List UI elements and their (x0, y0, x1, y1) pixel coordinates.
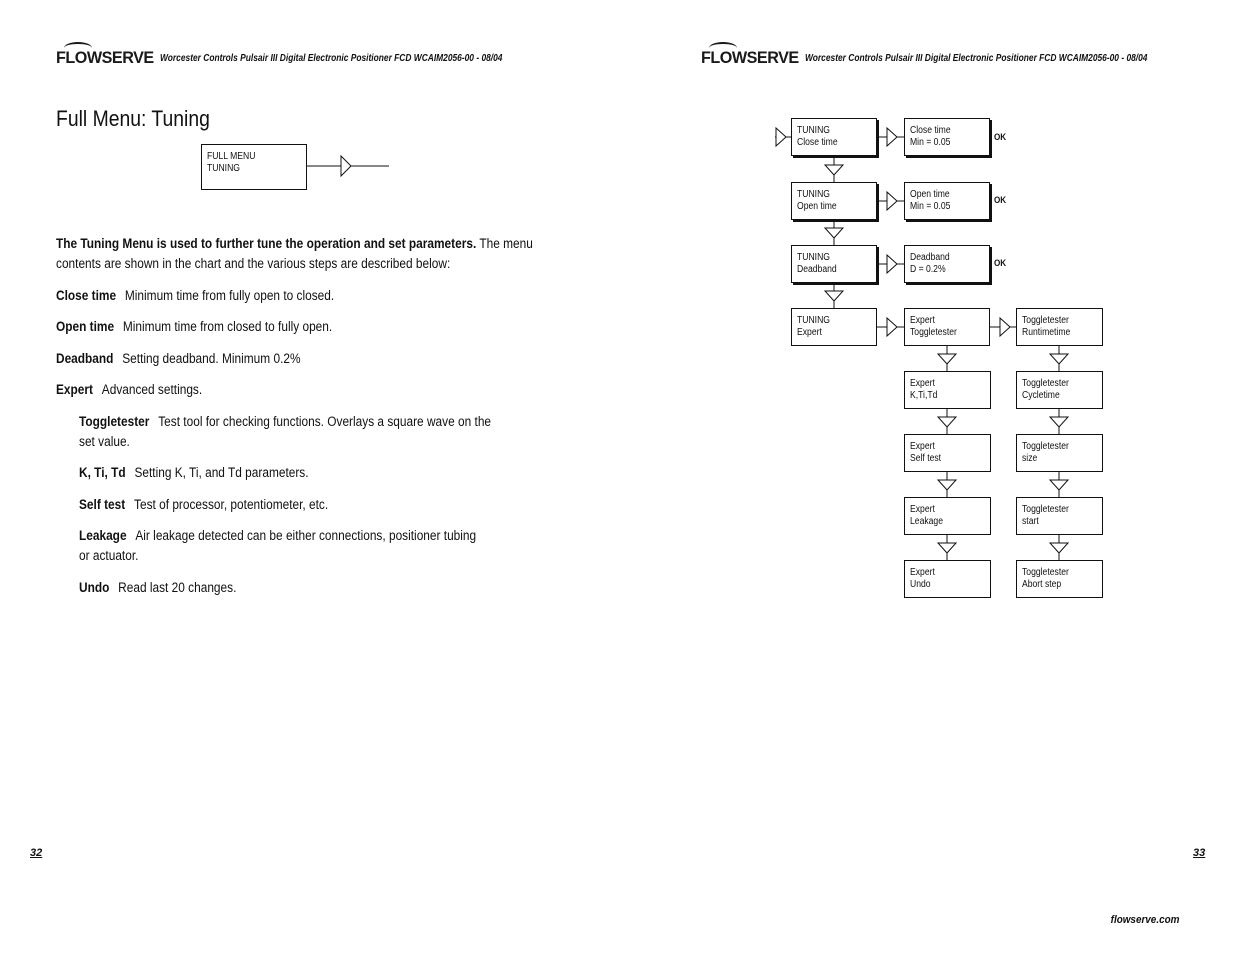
header-title-left: Worcester Controls Pulsair III Digital Electronic Positioner FCD WCAIM2056-00 - 08/04 (160, 53, 503, 64)
full-menu-tuning-box: FULL MENU TUNING (201, 144, 307, 190)
box-expert-leakage: Expert Leakage (904, 497, 991, 535)
box-close-time-min: Close time Min = 0.05 (904, 118, 990, 156)
item-open-time: Open time Minimum time from closed to fully open. (56, 319, 333, 334)
subitem-self-test: Self test Test of processor, potentiometer, etc. (79, 497, 329, 512)
subitem-undo: Undo Read last 20 changes. (79, 580, 237, 595)
subitem-toggletester: Toggletester Test tool for checking functions. Overlays a square wave on the set value. (79, 414, 492, 449)
box-tuning-close-time: TUNING Close time (791, 118, 877, 156)
box-expert-toggletester: Expert Toggletester (904, 308, 990, 346)
subitem-k-ti-td: K, Ti, Td Setting K, Ti, and Td parameters. (79, 465, 309, 480)
item-expert: Expert Advanced settings. (56, 382, 203, 397)
box-expert-self-test: Expert Self test (904, 434, 991, 472)
ok-label-deadband: OK (994, 258, 1007, 268)
box-toggletester-start: Toggletester start (1016, 497, 1103, 535)
box-tuning-deadband: TUNING Deadband (791, 245, 877, 283)
header-title-right: Worcester Controls Pulsair III Digital Electronic Positioner FCD WCAIM2056-00 - 08/04 (805, 53, 1148, 64)
subitem-leakage: Leakage Air leakage detected can be either connections, positioner tubing or actuator. (79, 528, 477, 563)
intro-paragraph: The Tuning Menu is used to further tune the operation and set parameters. The menu contents are shown in the chart and the various steps are described below: (56, 236, 533, 271)
box-expert-undo: Expert Undo (904, 560, 991, 598)
box-tuning-open-time: TUNING Open time (791, 182, 877, 220)
box-open-time-min: Open time Min = 0.05 (904, 182, 990, 220)
brand-logo-right: FLOWSERVE (701, 42, 804, 62)
page-number-left: 32 (30, 847, 43, 859)
box-tuning-expert: TUNING Expert (791, 308, 877, 346)
box-toggletester-cycletime: Toggletester Cycletime (1016, 371, 1103, 409)
section-title: Full Menu: Tuning (56, 106, 210, 131)
footer-url: flowserve.com (1110, 914, 1179, 926)
brand-logo-left: FLOWSERVE (56, 42, 159, 62)
box-toggletester-runtimetime: Toggletester Runtimetime (1016, 308, 1103, 346)
ok-label-close-time: OK (994, 132, 1007, 142)
page-number-right: 33 (1193, 847, 1206, 859)
box-toggletester-size: Toggletester size (1016, 434, 1103, 472)
box-toggletester-abort-step: Toggletester Abort step (1016, 560, 1103, 598)
item-deadband: Deadband Setting deadband. Minimum 0.2% (56, 351, 301, 366)
box-expert-k-ti-td: Expert K,Ti,Td (904, 371, 991, 409)
item-close-time: Close time Minimum time from fully open to closed. (56, 288, 335, 303)
box-deadband-value: Deadband D = 0.2% (904, 245, 990, 283)
ok-label-open-time: OK (994, 195, 1007, 205)
